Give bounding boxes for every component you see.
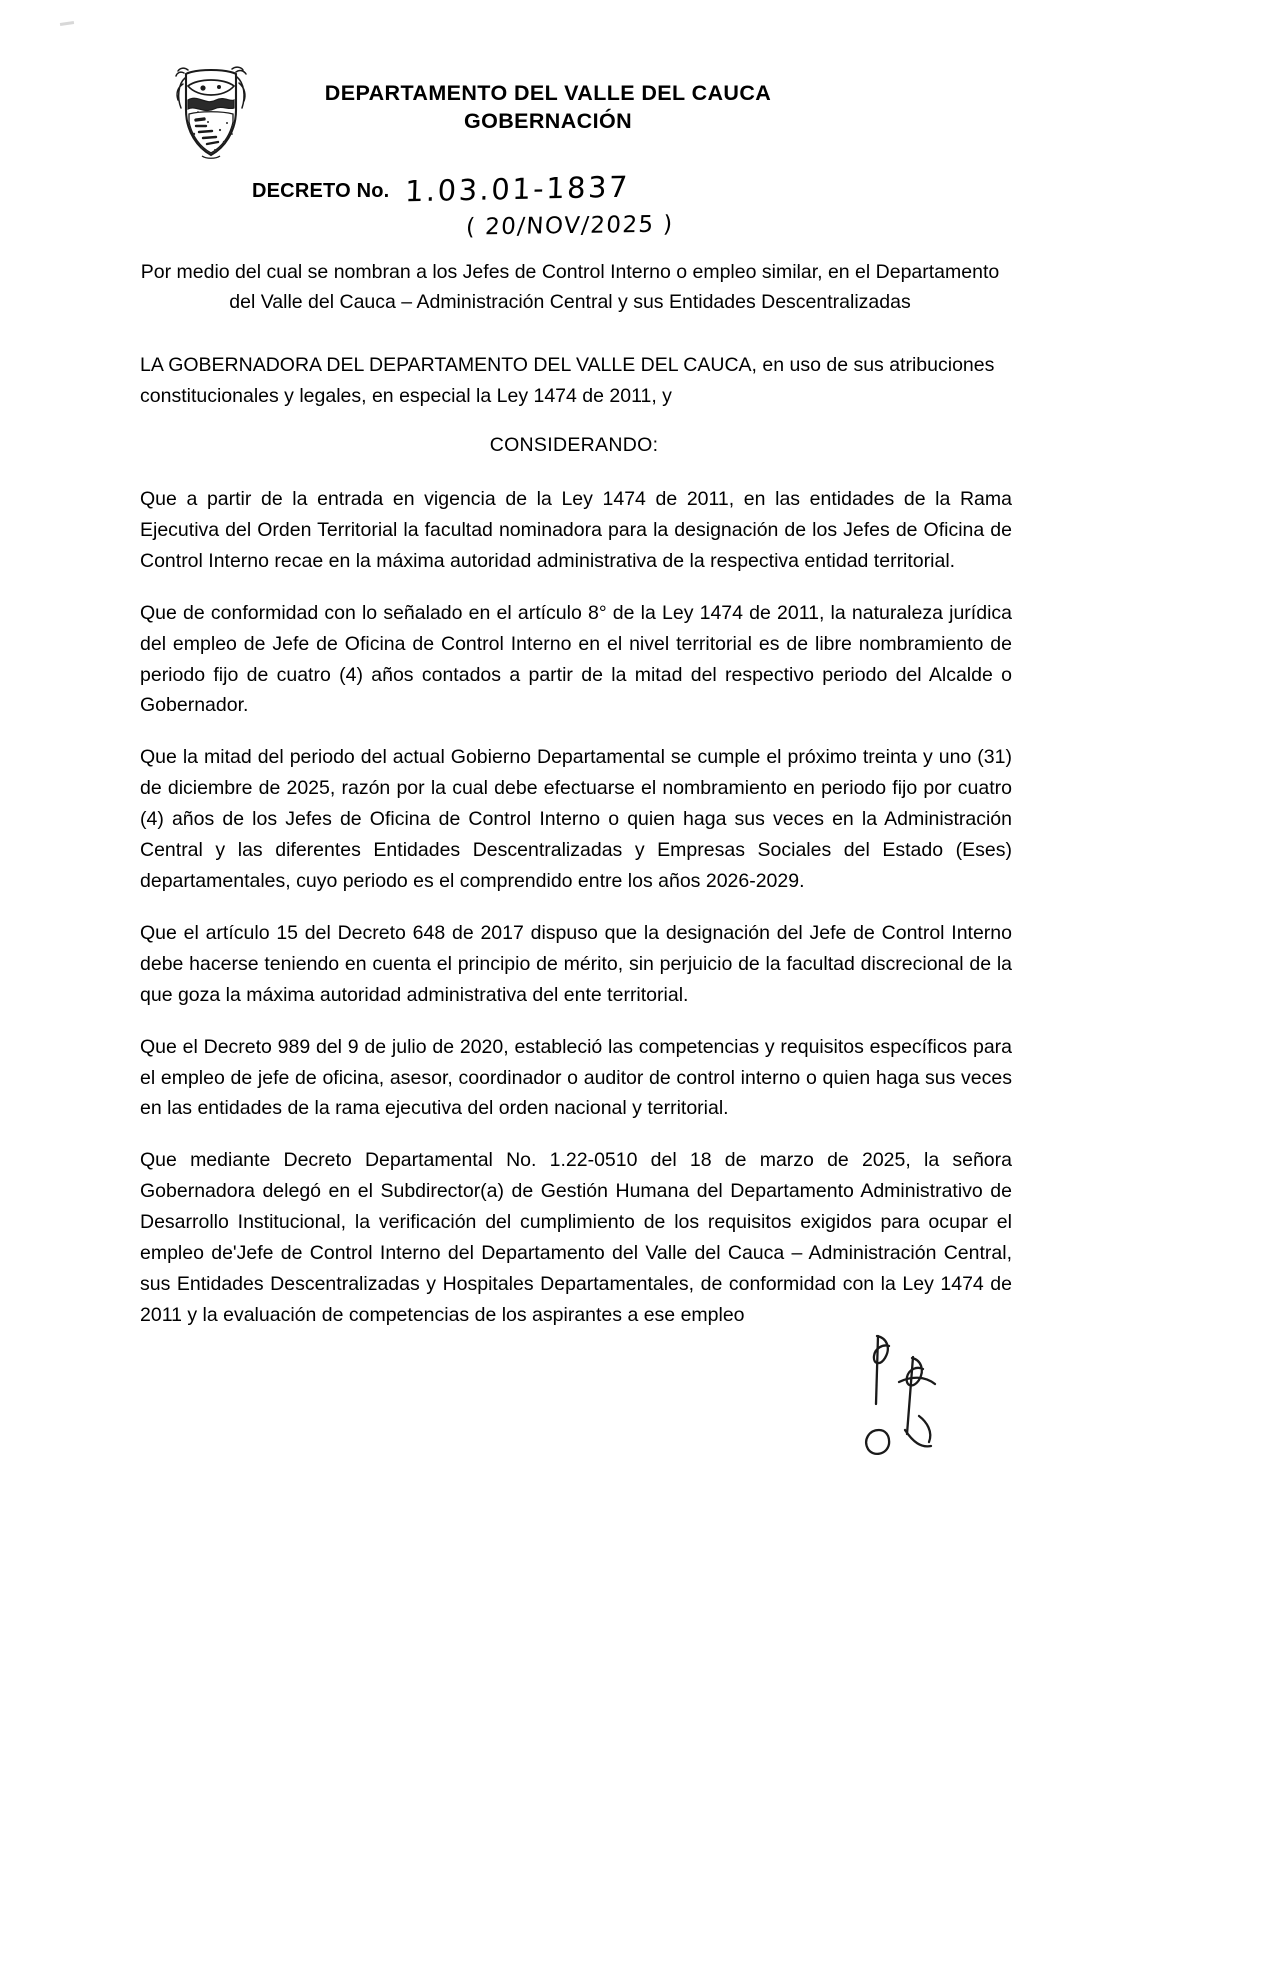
decree-subject-paragraph: Por medio del cual se nombran a los Jefes de Control Interno o empleo similar, en el Departamento del Valle del Cauca – Administración Central y sus Entidades Descentralizadas bbox=[140, 261, 1000, 313]
handwritten-initials-icon bbox=[855, 1330, 965, 1460]
considerando-paragraph: Que mediante Decreto Departamental No. 1.22-0510 del 18 de marzo de 2025, la señora Gobernadora delegó en el Subdirector(a) de Gestión Humana del Departamento Administrativo de Desarrollo Institucional, la verificación del cumplimiento de los requisitos exigidos para ocupar el empleo de'Jefe de Control Interno del Departamento del Valle del Cauca – Administración Central, sus Entidades Descentralizadas y Hospitales Departamentales, de conformidad con la Ley 1474 de 2011 y la evaluación de competencias de los aspirantes a ese empleo bbox=[140, 1149, 1012, 1326]
decreto-label: DECRETO No. bbox=[252, 180, 390, 202]
coat-of-arms-container bbox=[152, 62, 270, 158]
enacting-authority-paragraph: LA GOBERNADORA DEL DEPARTAMENTO DEL VALLE DEL CAUCA, en uso de sus atribuciones constitucionales y legales, en especial la Ley 1474 de 2011, y bbox=[140, 354, 995, 407]
header-title-block bbox=[288, 62, 808, 135]
decreto-date-handwritten: ( 20/NOV/2025 ) bbox=[465, 211, 675, 241]
header-subtitle: GOBERNACIÓN bbox=[463, 108, 633, 133]
header-department-title: DEPARTAMENTO DEL VALLE DEL CAUCA bbox=[324, 81, 772, 105]
decreto-number-handwritten: 1.03.01-1837 bbox=[404, 169, 631, 209]
considerando-paragraph: Que el artículo 15 del Decreto 648 de 2017 dispuso que la designación del Jefe de Control Interno debe hacerse teniendo en cuenta el principio de mérito, sin perjuicio de la facultad discrecional de la que goza la máxima autoridad administrativa del ente territorial. bbox=[140, 921, 1012, 1006]
considerando-paragraph: Que la mitad del periodo del actual Gobierno Departamental se cumple el próximo treinta y uno (31) de diciembre de 2025, razón por la cual debe efectuarse el nombramiento en periodo fijo por cuatro (4) años de los Jefes de Oficina de Control Interno o quien haga sus veces en la Administración Central y las diferentes Entidades Descentralizadas y Empresas Sociales del Estado (Eses) departamentales, cuyo periodo es el comprendido entre los años 2026-2029. bbox=[140, 746, 1012, 892]
considerando-heading: CONSIDERANDO: bbox=[489, 434, 659, 456]
considerando-paragraph: Que de conformidad con lo señalado en el artículo 8° de la Ley 1474 de 2011, la naturaleza jurídica del empleo de Jefe de Oficina de Control Interno en el nivel territorial es de libre nombramiento de periodo fijo de cuatro (4) años contados a partir de la mitad del respectivo periodo del Alcalde o Gobernador. bbox=[140, 601, 1012, 717]
coat-of-arms-icon bbox=[172, 64, 250, 158]
considerandos-body bbox=[140, 484, 1012, 1331]
document-header bbox=[0, 62, 1266, 158]
considerando-paragraph: Que a partir de la entrada en vigencia de la Ley 1474 de 2011, en las entidades de la Rama Ejecutiva del Orden Territorial la facultad nominadora para la designación de los Jefes de Oficina de Control Interno recae en la máxima autoridad administrativa de la respectiva entidad territorial. bbox=[140, 488, 1012, 572]
decreto-number-line bbox=[252, 169, 631, 209]
scan-artifact bbox=[60, 21, 74, 26]
considerando-paragraph: Que el Decreto 989 del 9 de julio de 2020, estableció las competencias y requisitos específicos para el empleo de jefe de oficina, asesor, coordinador o auditor de control interno o quien haga sus veces en las entidades de la rama ejecutiva del orden nacional y territorial. bbox=[140, 1035, 1012, 1120]
